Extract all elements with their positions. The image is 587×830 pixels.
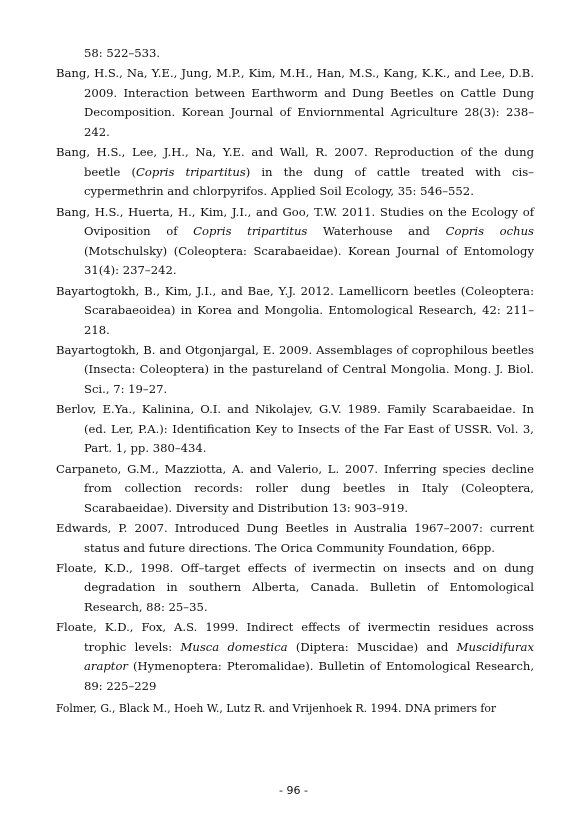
reference-entry [56,559,534,618]
reference-entry [56,341,534,400]
reference-list [56,44,534,718]
reference-text: (Motschulsky) (Coleoptera: Scarabaeidae). Korean Journal of Entomology 31(4): 237–242. [84,243,534,278]
reference-entry [56,282,534,341]
species-name: Copris tripartitus [135,164,246,179]
reference-text: (Diptera: Muscidae) and [287,639,457,654]
reference-text: Carpaneto, G.M., Mazziotta, A. and Valerio, L. 2007. Inferring species decline from collection records: roller dung beetles in Italy (Coleoptera, Scarabaeidae). Diversity and Distribution 13: 903–919. [56,461,534,515]
reference-text: Bang, H.S., Huerta, H., Kim, J.I., and Goo, T.W. 2011. Studies on the Ecology of Oviposition of [56,204,534,239]
reference-entry [56,519,534,558]
reference-text: ) in the dung of cattle treated with cis–cypermethrin and chlorpyrifos. Applied Soil Ecology, 35: 546–552. [84,164,534,199]
reference-text: Waterhouse and [307,224,446,239]
page-number: - 96 - [279,784,308,797]
reference-text: Bayartogtokh, B., Kim, J.I., and Bae, Y.J. 2012. Lamellicorn beetles (Coleoptera: Scarabaeoidea) in Korea and Mongolia. Entomological Research, 42: 211–218. [56,283,534,337]
reference-text: Bang, H.S., Lee, J.H., Na, Y.E. and Wall, R. 2007. Reproduction of the dung beetle ( [56,145,534,179]
reference-text: Floate, K.D., Fox, A.S. 1999. Indirect effects of ivermectin residues across trophic levels: [56,620,534,654]
reference-entry [56,143,534,202]
reference-entry [56,64,534,142]
reference-entry [56,44,534,64]
reference-entry [56,618,534,696]
reference-text: Floate, K.D., 1998. Off–target effects of ivermectin on insects and on dung degradation in southern Alberta, Canada. Bulletin of Entomological Research, 88: 25–35. [56,560,534,614]
reference-entry [56,400,534,459]
species-name: Copris tripartitus [193,224,308,239]
reference-text: Folmer, G., Black M., Hoeh W., Lutz R. and Vrijenhoek R. 1994. DNA primers for [56,701,497,715]
species-name: Muscidifurax araptor [84,639,535,674]
reference-text: (Hymenoptera: Pteromalidae). Bulletin of Entomological Research, 89: 225–229 [84,659,534,693]
species-name: Copris ochus [445,224,534,239]
reference-text: Berlov, E.Ya., Kalinina, O.I. and Nikolajev, G.V. 1989. Family Scarabaeidae. In (ed. Ler, P.A.): Identification Key to Insects of the Far East of USSR. Vol. 3, Part. 1, pp. 380–434. [56,402,534,456]
reference-entry [56,460,534,519]
reference-entry [56,203,534,281]
reference-text: Bayartogtokh, B. and Otgonjargal, E. 2009. Assemblages of coprophilous beetles (Insecta: Coleoptera) in the pastureland of Central Mongolia. Mong. J. Biol. Sci., 7: 19–27. [56,342,534,397]
species-name: Musca domestica [180,639,288,654]
reference-entry [56,700,534,718]
reference-text: Bang, H.S., Na, Y.E., Jung, M.P., Kim, M.H., Han, M.S., Kang, K.K., and Lee, D.B. 2009. Interaction between Earthworm and Dung Beetles on Cattle Dung Decomposition. Korean Journal of Enviornmental Agriculture 28(3): 238–242. [56,66,534,139]
reference-text: Edwards, P. 2007. Introduced Dung Beetles in Australia 1967–2007: current status and future directions. The Orica Community Foundation, 66pp. [56,521,534,555]
reference-text: 58: 522–533. [84,46,161,60]
